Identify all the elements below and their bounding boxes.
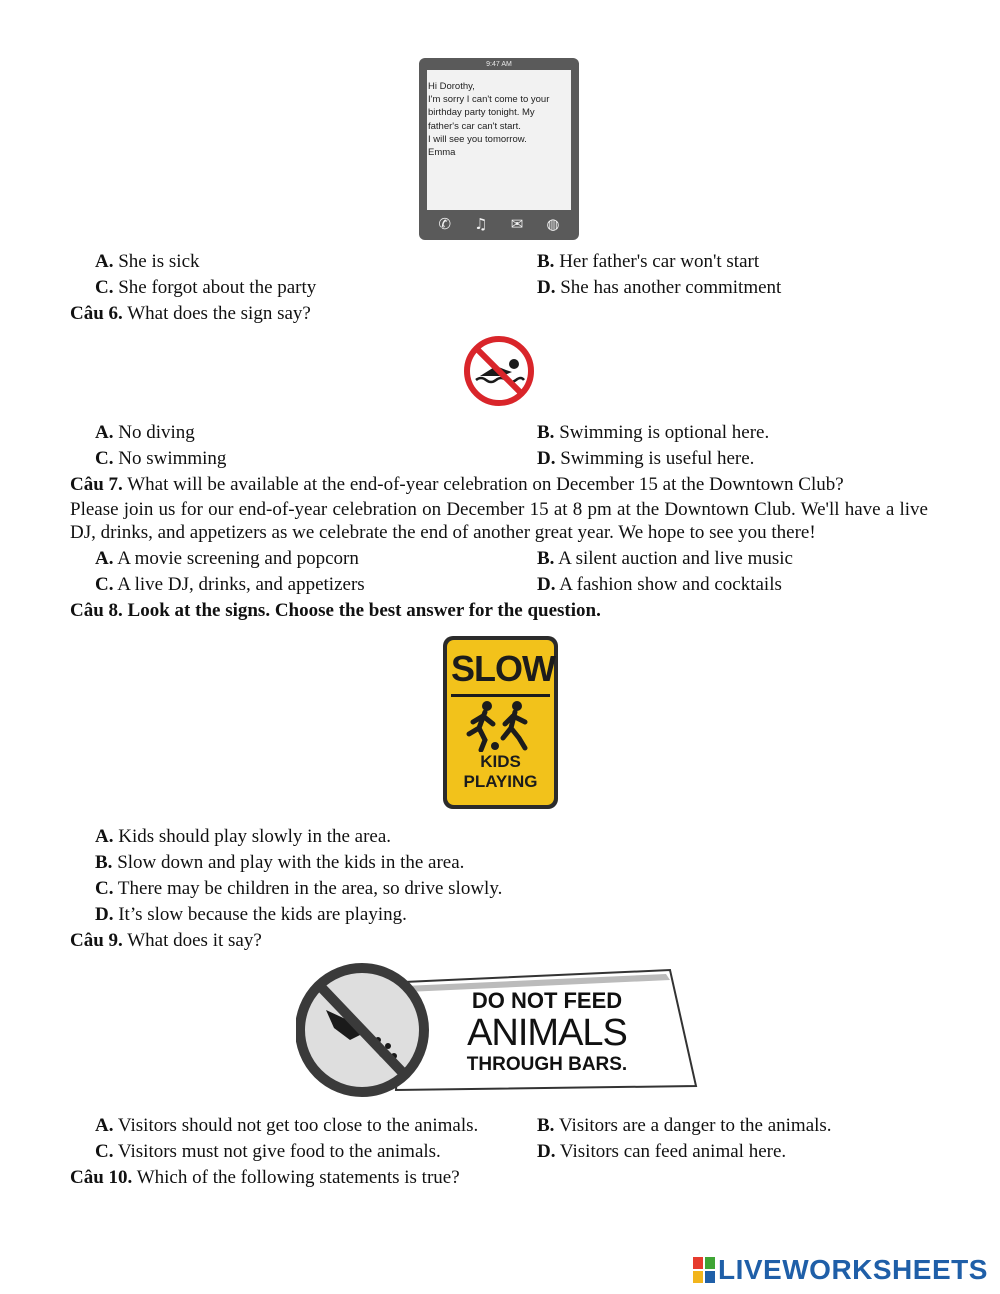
liveworksheets-logo <box>693 1254 988 1286</box>
q7-option-b[interactable]: B. A silent auction and live music <box>537 548 793 569</box>
q5-option-d[interactable]: D. She has another commitment <box>537 277 782 298</box>
mail-icon: ✉ <box>510 215 524 233</box>
phone-icon: ✆ <box>438 215 452 233</box>
q8-question: Câu 8. Look at the signs. Choose the best answer for the question. <box>70 600 601 621</box>
phone-message-text: Hi Dorothy, I'm sorry I can't come to your birthday party tonight. My father's car can't start. I will see you tomorrow. Emma <box>428 81 550 159</box>
q8-option-a[interactable]: A. Kids should play slowly in the area. <box>95 826 392 847</box>
sign-do-not-feed-label: DO NOT FEED <box>471 988 623 1013</box>
liveworksheets-logo-icon <box>693 1257 715 1283</box>
sign-slow-label: SLOW <box>451 644 550 697</box>
phone-dock <box>427 211 571 237</box>
no-swimming-sign <box>462 334 536 408</box>
q6-option-b[interactable]: B. Swimming is optional here. <box>537 422 770 443</box>
q7-option-d[interactable]: D. A fashion show and cocktails <box>537 574 782 595</box>
kids-running-icon <box>459 700 543 752</box>
q10-question: Câu 10. Which of the following statements is true? <box>70 1167 460 1188</box>
q5-option-b[interactable]: B. Her father's car won't start <box>537 251 760 272</box>
slow-kids-playing-sign <box>443 636 558 809</box>
sign-kids-playing-label: KIDS PLAYING <box>463 752 538 791</box>
q9-question: Câu 9. What does it say? <box>70 930 262 951</box>
sign-through-bars-label: THROUGH BARS. <box>466 1054 628 1075</box>
q9-option-b[interactable]: B. Visitors are a danger to the animals. <box>537 1115 832 1136</box>
q7-option-c[interactable]: C. A live DJ, drinks, and appetizers <box>95 574 365 595</box>
liveworksheets-logo-text: LIVEWORKSHEETS <box>718 1254 988 1285</box>
swimmer-head-icon <box>509 359 519 369</box>
q6-option-c[interactable]: C. No swimming <box>95 448 227 469</box>
q8-option-c[interactable]: C. There may be children in the area, so drive slowly. <box>95 878 503 899</box>
q7-question: Câu 7. What will be available at the end-of-year celebration on December 15 at the Downtown Club? <box>70 474 844 495</box>
sign-animals-label: ANIMALS <box>467 1012 627 1054</box>
phone-message-image <box>419 58 579 240</box>
q6-option-d[interactable]: D. Swimming is useful here. <box>537 448 755 469</box>
q8-option-b[interactable]: B. Slow down and play with the kids in the area. <box>95 852 465 873</box>
q6-option-a[interactable]: A. No diving <box>95 422 195 443</box>
q9-option-c[interactable]: C. Visitors must not give food to the animals. <box>95 1141 441 1162</box>
music-icon: ♫ <box>474 215 488 233</box>
q5-option-a[interactable]: A. She is sick <box>95 251 200 272</box>
q7-passage: Please join us for our end-of-year celebration on December 15 at 8 pm at the Downtown Club. We'll have a live DJ, drinks, and appetizers as we celebrate the end of another great year. We hope to see you there! <box>70 499 928 543</box>
q9-option-a[interactable]: A. Visitors should not get too close to the animals. <box>95 1115 479 1136</box>
q7-option-a[interactable]: A. A movie screening and popcorn <box>95 548 359 569</box>
q5-option-c[interactable]: C. She forgot about the party <box>95 277 317 298</box>
phone-status-time: 9:47 AM <box>486 61 512 68</box>
q9-option-d[interactable]: D. Visitors can feed animal here. <box>537 1141 787 1162</box>
q6-question: Câu 6. What does the sign say? <box>70 303 311 324</box>
globe-icon: ◍ <box>546 215 560 233</box>
q8-option-d[interactable]: D. It’s slow because the kids are playing. <box>95 904 407 925</box>
